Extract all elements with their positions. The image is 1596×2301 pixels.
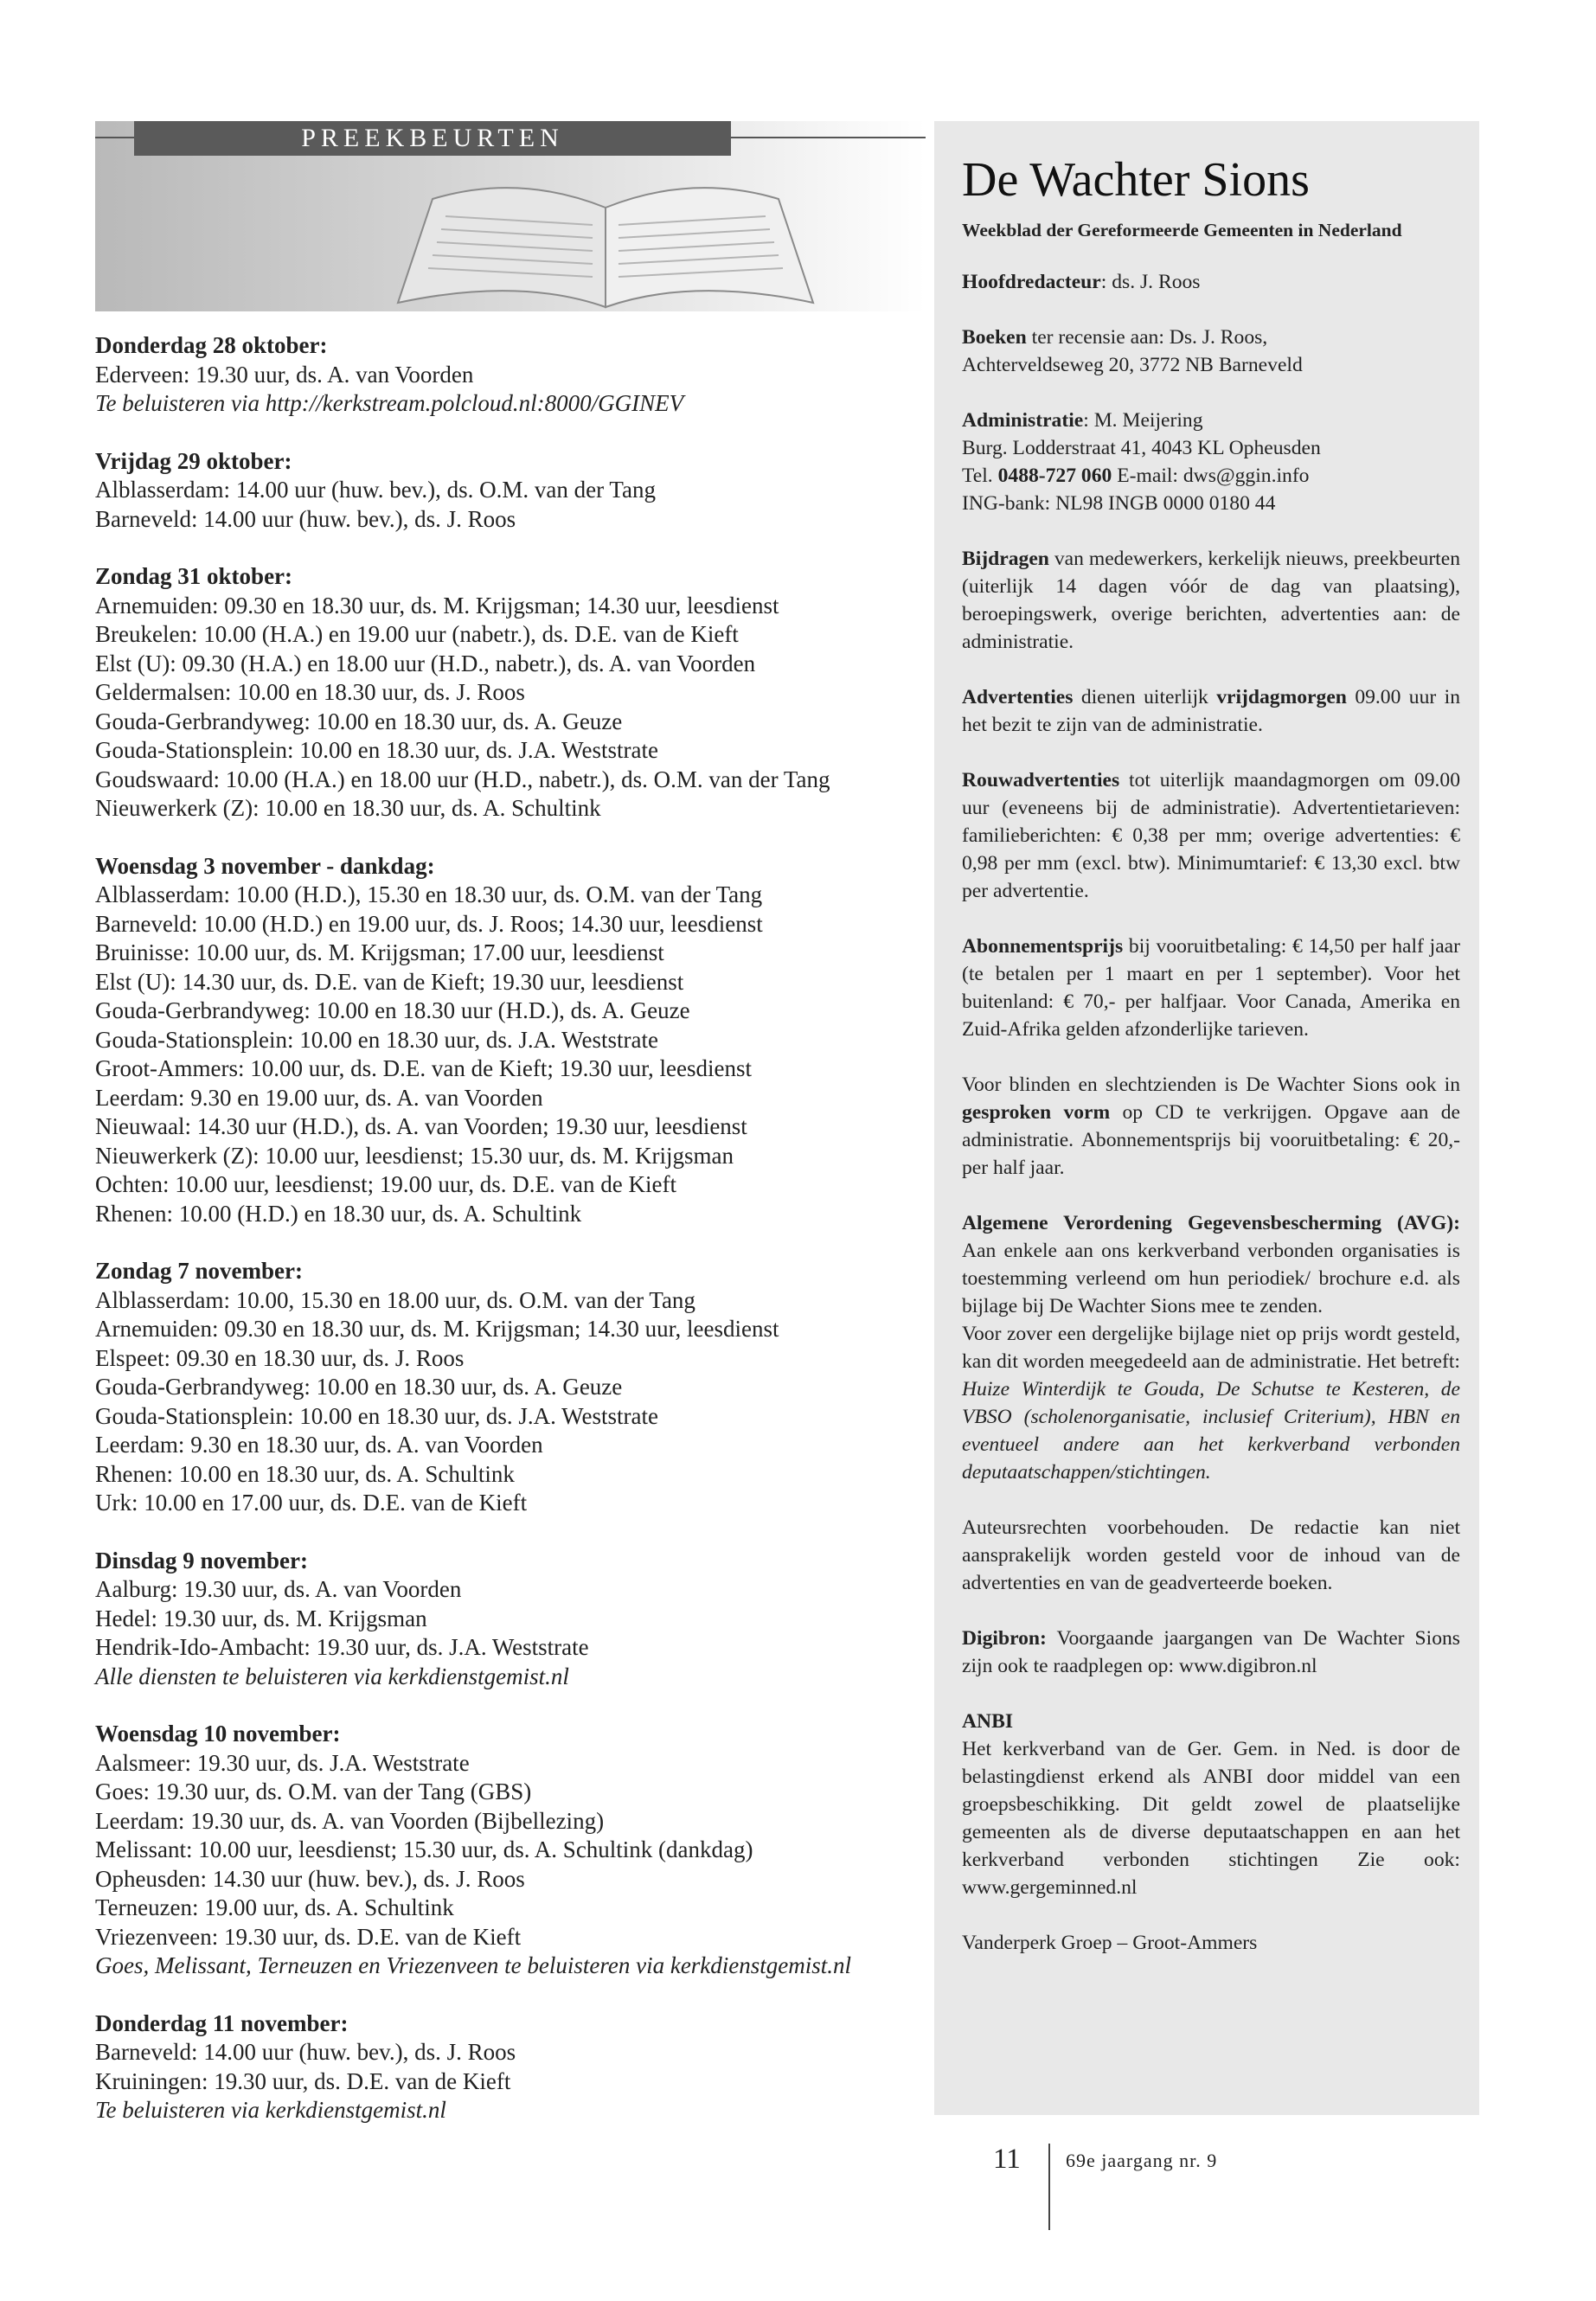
service-day-heading: Woensdag 10 november: — [95, 1721, 341, 1747]
ads-bold: vrijdagmorgen — [1216, 686, 1347, 708]
magazine-subtitle: Weekblad der Gereformeerde Gemeenten in Nederland — [962, 220, 1402, 240]
service-line: Gouda-Gerbrandyweg: 10.00 en 18.30 uur, ds. A. Geuze — [95, 708, 623, 734]
service-day-heading: Dinsdag 9 november: — [95, 1547, 309, 1574]
service-line: Barneveld: 10.00 (H.D.) en 19.00 uur, ds. J. Roos; 14.30 uur, leesdienst — [95, 910, 763, 937]
service-line: Gouda-Gerbrandyweg: 10.00 en 18.30 uur, ds. A. Geuze — [95, 1374, 623, 1400]
service-day-heading: Donderdag 28 oktober: — [95, 332, 328, 358]
open-bible-icon — [381, 164, 830, 311]
broadcast-note: Goes, Melissant, Terneuzen en Vriezenveen te beluisteren via kerkdienstgemist.nl — [95, 1952, 852, 1978]
service-line: Elst (U): 09.30 (H.A.) en 18.00 uur (H.D., nabetr.), ds. A. van Voorden — [95, 650, 756, 676]
service-line: Alblasserdam: 14.00 uur (huw. bev.), ds. O.M. van der Tang — [95, 477, 656, 503]
digibron-text: Voorgaande jaargangen van De Wachter Sions zijn ook te raadplegen op: www.digibron.nl — [962, 1627, 1460, 1677]
printer-section — [962, 1929, 1460, 1957]
books-text: ter recensie aan: Ds. J. Roos, — [1026, 326, 1268, 349]
ads-label: Advertenties — [962, 686, 1074, 708]
broadcast-note: Te beluisteren via kerkdienstgemist.nl — [95, 2097, 446, 2123]
printer-text: Vanderperk Groep – Groot-Ammers — [962, 1932, 1258, 1954]
service-line: Opheusden: 14.30 uur (huw. bev.), ds. J. Roos — [95, 1865, 525, 1892]
service-line: Melissant: 10.00 uur, leesdienst; 15.30 uur, ds. A. Schultink (dankdag) — [95, 1836, 753, 1862]
books-label: Boeken — [962, 326, 1027, 349]
service-line: Groot-Ammers: 10.00 uur, ds. D.E. van de Kieft; 19.30 uur, leesdienst — [95, 1055, 752, 1081]
service-day-heading: Woensdag 3 november - dankdag: — [95, 852, 435, 879]
blind-text-1: Voor blinden en slechtzienden is De Wachter Sions ook in — [962, 1074, 1460, 1096]
anbi-section — [962, 1708, 1460, 1901]
service-line: Aalburg: 19.30 uur, ds. A. van Voorden — [95, 1576, 462, 1602]
blind-text-2: op CD te verkrijgen. Opgave aan de administratie. Abonnementsprijs bij vooruitbetaling: € 20,- per half jaar. — [962, 1101, 1460, 1179]
service-line: Gouda-Stationsplein: 10.00 en 18.30 uur, ds. J.A. Weststrate — [95, 737, 658, 763]
avg-text: Aan enkele aan ons kerkverband verbonden organisaties is toestemming verleend om hun periodiek/ brochure e.d. als bijlage bij De Wachter Sions mee te zenden. — [962, 1240, 1460, 1317]
service-line: Nieuwaal: 14.30 uur (H.D.), ds. A. van Voorden; 19.30 uur, leesdienst — [95, 1113, 747, 1139]
header-banner — [95, 121, 926, 311]
broadcast-note: Te beluisteren via http://kerkstream.polcloud.nl:8000/GGINEV — [95, 390, 684, 416]
service-line: Breukelen: 10.00 (H.A.) en 19.00 uur (nabetr.), ds. D.E. van de Kieft — [95, 621, 739, 647]
service-line: Ochten: 10.00 uur, leesdienst; 19.00 uur, ds. D.E. van de Kieft — [95, 1171, 676, 1197]
service-line: Goes: 19.30 uur, ds. O.M. van der Tang (GBS) — [95, 1779, 532, 1804]
service-line: Nieuwerkerk (Z): 10.00 en 18.30 uur, ds. A. Schultink — [95, 795, 601, 821]
service-line: Aalsmeer: 19.30 uur, ds. J.A. Weststrate — [95, 1749, 470, 1776]
service-line: Kruiningen: 19.30 uur, ds. D.E. van de Kieft — [95, 2067, 511, 2094]
service-day-block — [95, 1547, 926, 1692]
books-section — [962, 324, 1460, 379]
service-line: Elspeet: 09.30 en 18.30 uur, ds. J. Roos — [95, 1344, 465, 1371]
anbi-text: Het kerkverband van de Ger. Gem. in Ned. is door de belastingdienst erkend als ANBI door middel van een groepsbeschikking. Dit geldt zowel de plaatselijke gemeenten als de diverse deputaatschappen en aan het kerkverband verbonden stichtingen Zie ook: www.gergeminned.nl — [962, 1738, 1460, 1899]
ads-text-1: dienen uiterlijk — [1073, 686, 1217, 708]
advertisements-section — [962, 683, 1460, 739]
volume-info: 69e jaargang nr. 9 — [1066, 2150, 1218, 2171]
subscription-section — [962, 933, 1460, 1043]
avg-section — [962, 1209, 1460, 1486]
subscription-text: bij vooruitbetaling: € 14,50 per half jaar (te betalen per 1 maart en per 1 september). Voor het buitenland: € 70,- per halfjaar. Voor Canada, Amerika en Zuid-Afrika gelden afzonderlijke tarieven. — [962, 935, 1460, 1041]
service-line: Rhenen: 10.00 en 18.30 uur, ds. A. Schultink — [95, 1460, 515, 1487]
service-line: Ederveen: 19.30 uur, ds. A. van Voorden — [95, 361, 474, 388]
copyright-section — [962, 1514, 1460, 1597]
service-line: Leerdam: 9.30 en 19.00 uur, ds. A. van Voorden — [95, 1084, 543, 1111]
magazine-title: De Wachter Sions — [962, 153, 1310, 207]
service-line: Barneveld: 14.00 uur (huw. bev.), ds. J. Roos — [95, 2039, 516, 2065]
service-day-block — [95, 1257, 926, 1518]
service-line: Alblasserdam: 10.00, 15.30 en 18.00 uur, ds. O.M. van der Tang — [95, 1286, 695, 1313]
service-day-block — [95, 2009, 926, 2125]
books-address: Achterveldseweg 20, 3772 NB Barneveld — [962, 354, 1303, 376]
mourn-label: Rouwadvertenties — [962, 769, 1120, 792]
service-line: Rhenen: 10.00 (H.D.) en 18.30 uur, ds. A. Schultink — [95, 1200, 582, 1227]
footer-divider — [1048, 2144, 1050, 2230]
admin-section — [962, 407, 1460, 517]
service-day-heading: Zondag 31 oktober: — [95, 563, 293, 589]
digibron-section — [962, 1625, 1460, 1680]
admin-tel: 0488-727 060 — [997, 465, 1112, 487]
service-line: Hendrik-Ido-Ambacht: 19.30 uur, ds. J.A. Weststrate — [95, 1634, 589, 1660]
digibron-label: Digibron: — [962, 1627, 1047, 1650]
service-line: Goudswaard: 10.00 (H.A.) en 18.00 uur (H.D., nabetr.), ds. O.M. van der Tang — [95, 766, 830, 792]
anbi-label: ANBI — [962, 1710, 1013, 1733]
blind-bold: gesproken vorm — [962, 1101, 1111, 1124]
service-line: Leerdam: 19.30 uur, ds. A. van Voorden (Bijbellezing) — [95, 1807, 605, 1834]
admin-tel-prefix: Tel. — [962, 465, 998, 487]
service-line: Nieuwerkerk (Z): 10.00 uur, leesdienst; 15.30 uur, ds. M. Krijgsman — [95, 1142, 734, 1169]
service-line: Gouda-Gerbrandyweg: 10.00 en 18.30 uur (H.D.), ds. A. Geuze — [95, 997, 690, 1023]
admin-label: Administratie — [962, 409, 1084, 432]
editor-text: : ds. J. Roos — [1100, 271, 1201, 293]
colophon-panel — [934, 121, 1479, 2115]
editor-label: Hoofdredacteur — [962, 271, 1101, 293]
service-day-block — [95, 1720, 926, 1981]
admin-text: : M. Meijering — [1083, 409, 1203, 432]
service-line: Gouda-Stationsplein: 10.00 en 18.30 uur, ds. J.A. Weststrate — [95, 1402, 658, 1429]
admin-address: Burg. Lodderstraat 41, 4043 KL Opheusden — [962, 437, 1321, 459]
mourning-ads-section — [962, 766, 1460, 905]
service-line: Terneuzen: 19.00 uur, ds. A. Schultink — [95, 1894, 454, 1920]
avg-text-2: Voor zover een dergelijke bijlage niet op prijs wordt gesteld, kan dit worden meegedeeld aan de administratie. Het betreft: — [962, 1323, 1460, 1373]
broadcast-note: Alle diensten te beluisteren via kerkdienstgemist.nl — [95, 1663, 569, 1689]
service-line: Geldermalsen: 10.00 en 18.30 uur, ds. J. Roos — [95, 679, 525, 705]
service-line: Gouda-Stationsplein: 10.00 en 18.30 uur, ds. J.A. Weststrate — [95, 1026, 658, 1053]
contributions-section — [962, 545, 1460, 656]
services-column — [95, 331, 926, 2154]
service-day-block — [95, 447, 926, 535]
service-line: Bruinisse: 10.00 uur, ds. M. Krijgsman; 17.00 uur, leesdienst — [95, 939, 664, 965]
contrib-label: Bijdragen — [962, 548, 1049, 570]
copyright-text: Auteursrechten voorbehouden. De redactie kan niet aansprakelijk worden gesteld voor de inhoud van de advertenties en van de geadverteerde boeken. — [962, 1516, 1460, 1594]
ads-text-2: 09.00 uur in het bezit te zijn van de administratie. — [962, 686, 1460, 736]
blind-section — [962, 1071, 1460, 1182]
service-line: Arnemuiden: 09.30 en 18.30 uur, ds. M. Krijgsman; 14.30 uur, leesdienst — [95, 1316, 779, 1342]
avg-italic: Huize Winterdijk te Gouda, De Schutse te Kesteren, de VBSO (scholenorganisatie, inclusief Criterium), HBN en eventueel andere aan het kerkverband verbonden deputaatschappen/stichtingen. — [962, 1378, 1460, 1484]
service-line: Elst (U): 14.30 uur, ds. D.E. van de Kieft; 19.30 uur, leesdienst — [95, 968, 684, 995]
admin-bank: ING-bank: NL98 INGB 0000 0180 44 — [962, 492, 1276, 515]
service-day-block — [95, 562, 926, 824]
service-day-block — [95, 852, 926, 1229]
mourn-text: tot uiterlijk maandagmorgen om 09.00 uur (eveneens bij de administratie). Advertentietarieven: familieberichten: € 0,38 per mm; overige advertenties: € 0,98 per mm (excl. btw). Minimumtarief: € 13,30 excl. btw per advertentie. — [962, 769, 1460, 902]
service-day-block — [95, 331, 926, 419]
service-line: Barneveld: 14.00 uur (huw. bev.), ds. J. Roos — [95, 505, 516, 532]
service-line: Vriezenveen: 19.30 uur, ds. D.E. van de Kieft — [95, 1923, 522, 1950]
page-number: 11 — [993, 2144, 1021, 2175]
service-day-heading: Donderdag 11 november: — [95, 2009, 349, 2036]
service-line: Arnemuiden: 09.30 en 18.30 uur, ds. M. Krijgsman; 14.30 uur, leesdienst — [95, 592, 779, 619]
editor-section — [962, 268, 1460, 296]
subscription-label: Abonnementsprijs — [962, 935, 1124, 958]
service-line: Urk: 10.00 en 17.00 uur, ds. D.E. van de Kieft — [95, 1490, 528, 1516]
section-title: PREEKBEURTEN — [134, 121, 731, 156]
service-line: Leerdam: 9.30 en 18.30 uur, ds. A. van Voorden — [95, 1432, 543, 1458]
contrib-text: van medewerkers, kerkelijk nieuws, preekbeurten (uiterlijk 14 dagen vóór de dag van plaatsing), beroepingswerk, overige berichten, advertenties aan: de administratie. — [962, 548, 1460, 653]
service-day-heading: Zondag 7 november: — [95, 1258, 304, 1284]
avg-label: Algemene Verordening Gegevensbescherming (AVG): — [962, 1212, 1460, 1234]
service-line: Hedel: 19.30 uur, ds. M. Krijgsman — [95, 1605, 427, 1631]
service-day-heading: Vrijdag 29 oktober: — [95, 447, 292, 474]
admin-email: E-mail: dws@ggin.info — [1112, 465, 1310, 487]
service-line: Alblasserdam: 10.00 (H.D.), 15.30 en 18.30 uur, ds. O.M. van der Tang — [95, 881, 763, 907]
